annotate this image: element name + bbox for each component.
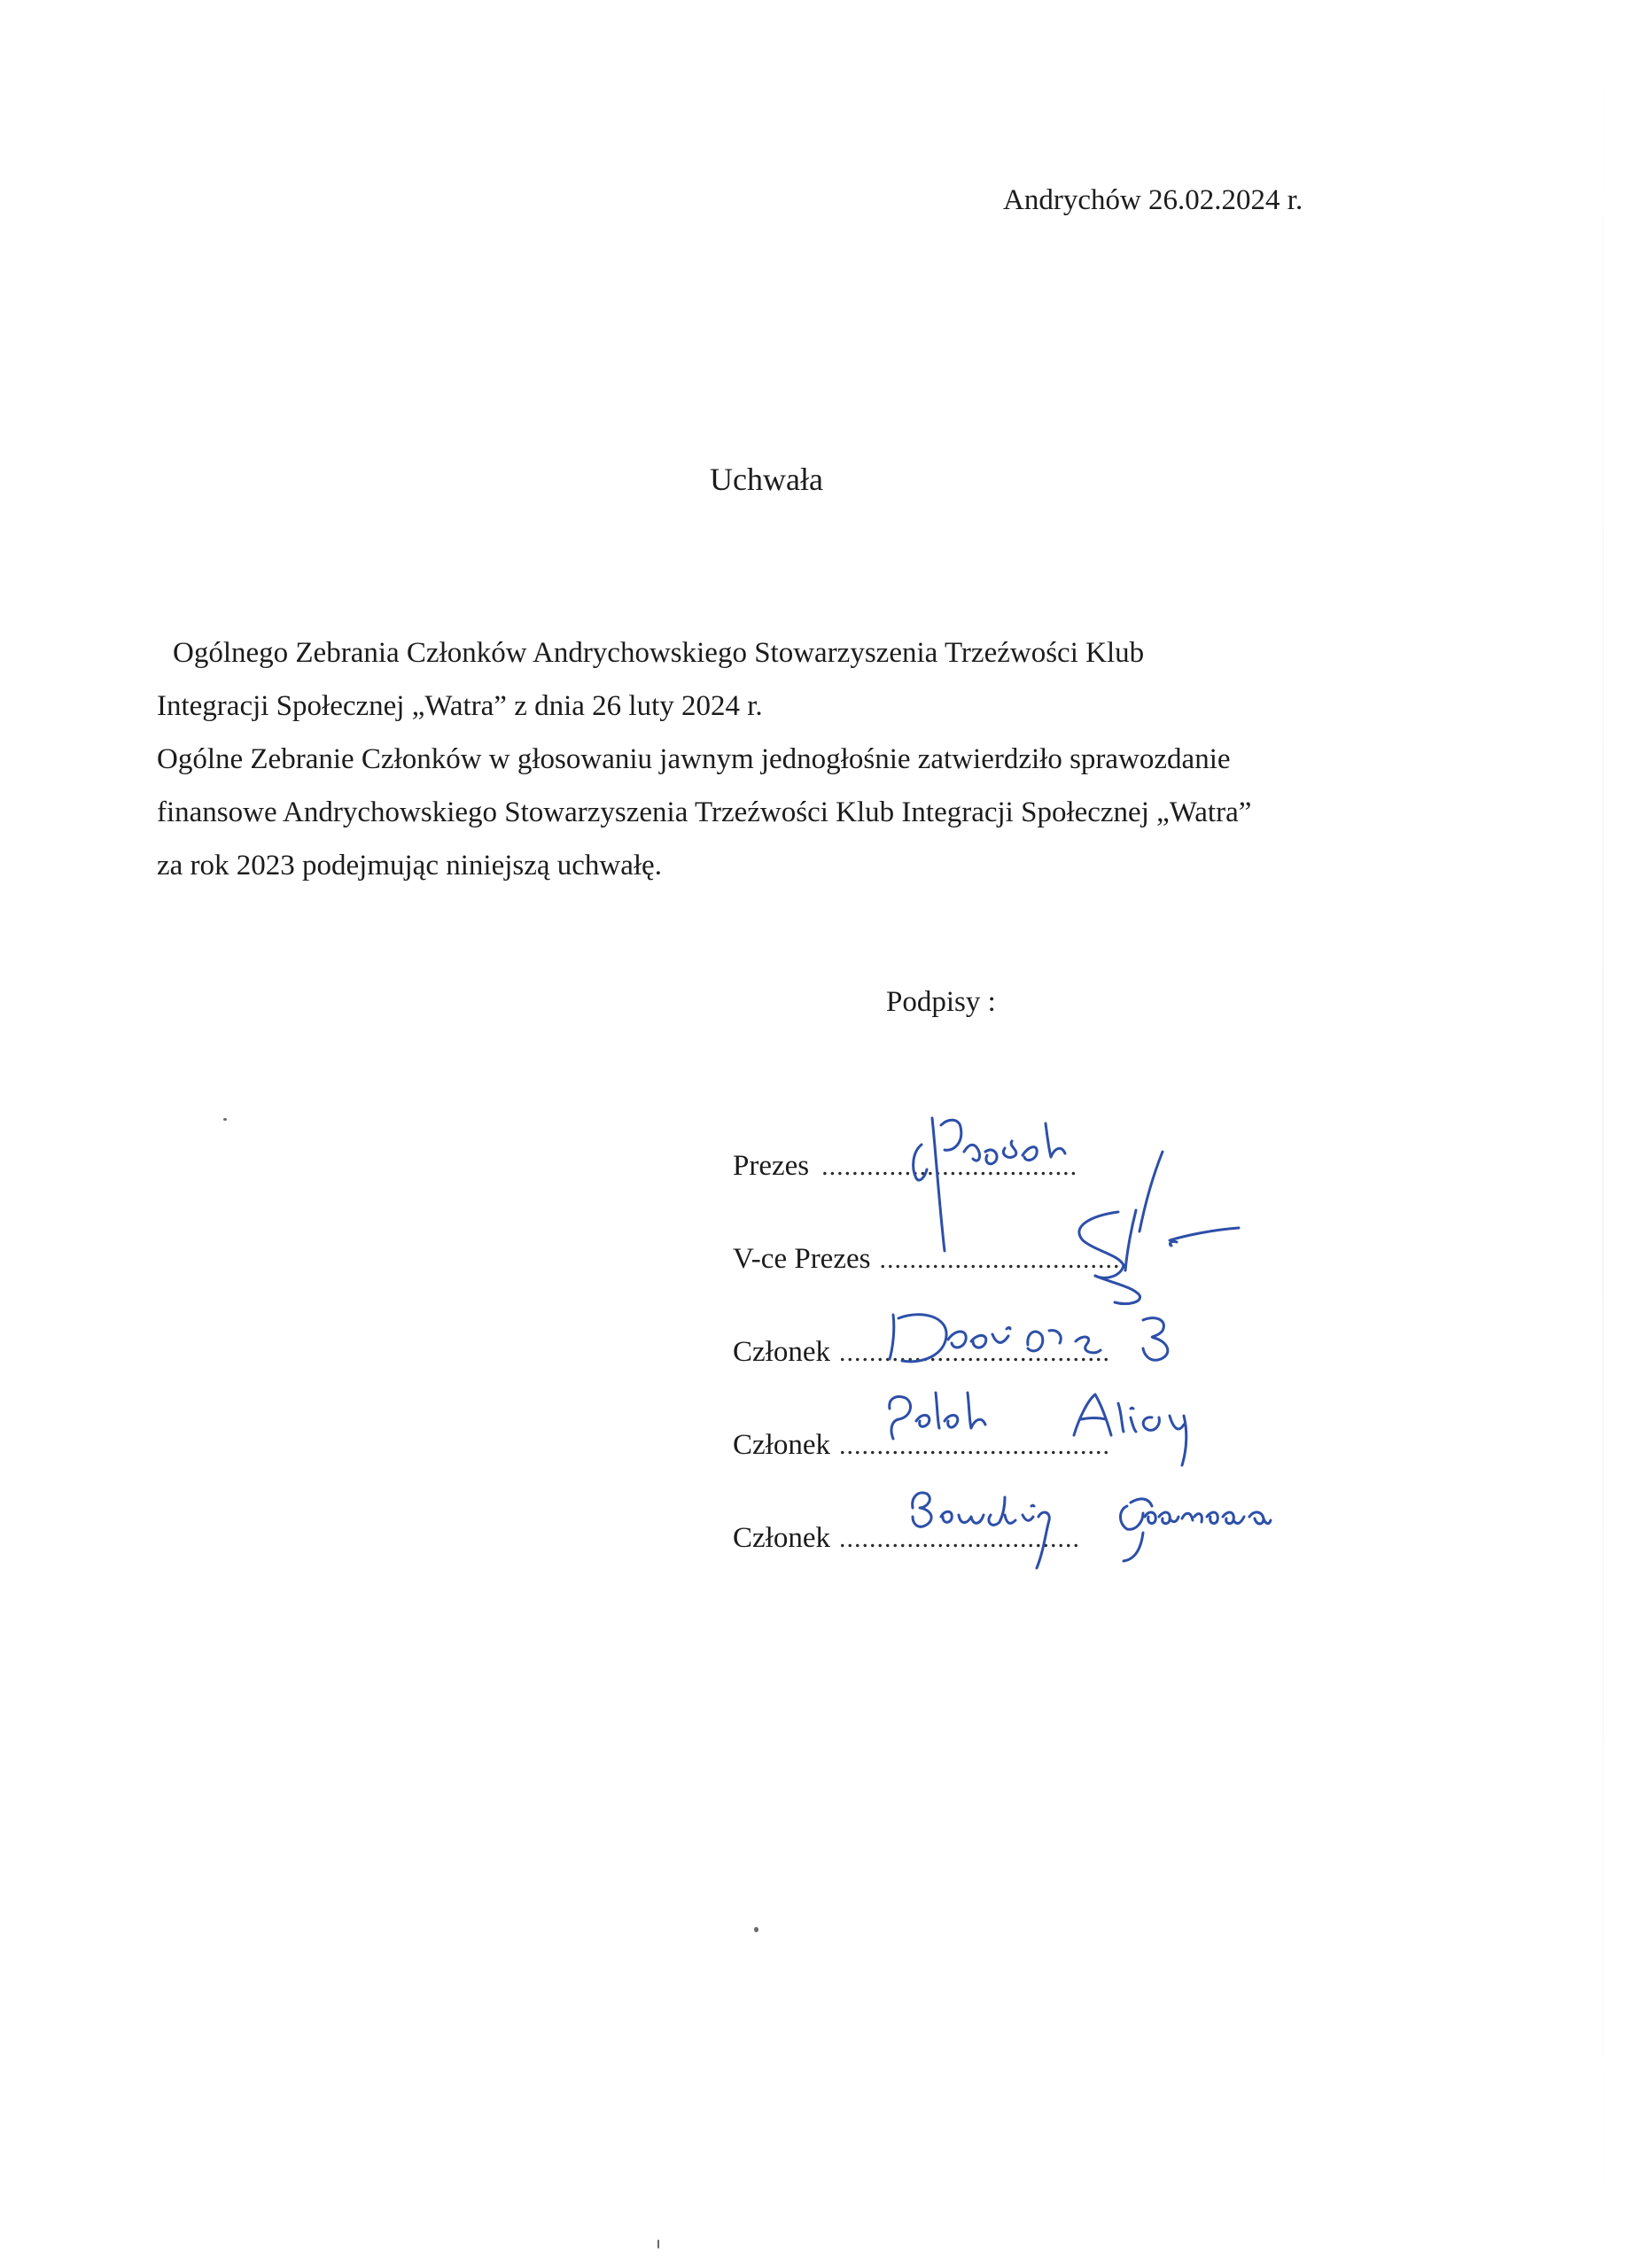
signature-label: Członek <box>733 1522 830 1554</box>
body-line: Ogólnego Zebrania Członków Andrychowskiego Stowarzyszenia Trzeźwości Klub <box>173 637 1145 669</box>
signature-dotted-line: ................................. <box>879 1245 1128 1274</box>
body-line: Ogólne Zebranie Członków w głosowaniu jawnym jednogłośnie zatwierdziło sprawozdanie <box>157 743 1231 775</box>
signature-dotted-line: ................................ <box>838 1524 1080 1553</box>
signature-czlonek-2 <box>890 1393 1186 1465</box>
document-title: Uchwała <box>710 462 823 497</box>
signature-czlonek-1 <box>890 1315 1168 1362</box>
signature-dotted-line: .................................. <box>821 1152 1078 1181</box>
body-line: za rok 2023 podejmując niniejszą uchwałę. <box>157 850 662 882</box>
signature-prezes <box>914 1118 1163 1251</box>
body-line: finansowe Andrychowskiego Stowarzyszenia Trzeźwości Klub Integracji Społecznej „Watra” <box>157 796 1252 828</box>
signature-label: Członek <box>733 1336 830 1368</box>
place-and-date: Andrychów 26.02.2024 r. <box>1003 184 1303 216</box>
signature-dotted-line: .................................... <box>838 1431 1110 1460</box>
signature-dotted-line: .................................... <box>838 1338 1110 1367</box>
signature-vice-prezes <box>1079 1210 1239 1304</box>
signature-czlonek-3 <box>913 1493 1271 1568</box>
signatures-heading: Podpisy : <box>886 986 996 1018</box>
body-line: Integracji Społecznej „Watra” z dnia 26 luty 2024 r. <box>157 690 763 722</box>
signature-label: Członek <box>733 1429 830 1461</box>
signature-label: V-ce Prezes <box>733 1243 871 1275</box>
signature-label: Prezes <box>733 1150 810 1182</box>
